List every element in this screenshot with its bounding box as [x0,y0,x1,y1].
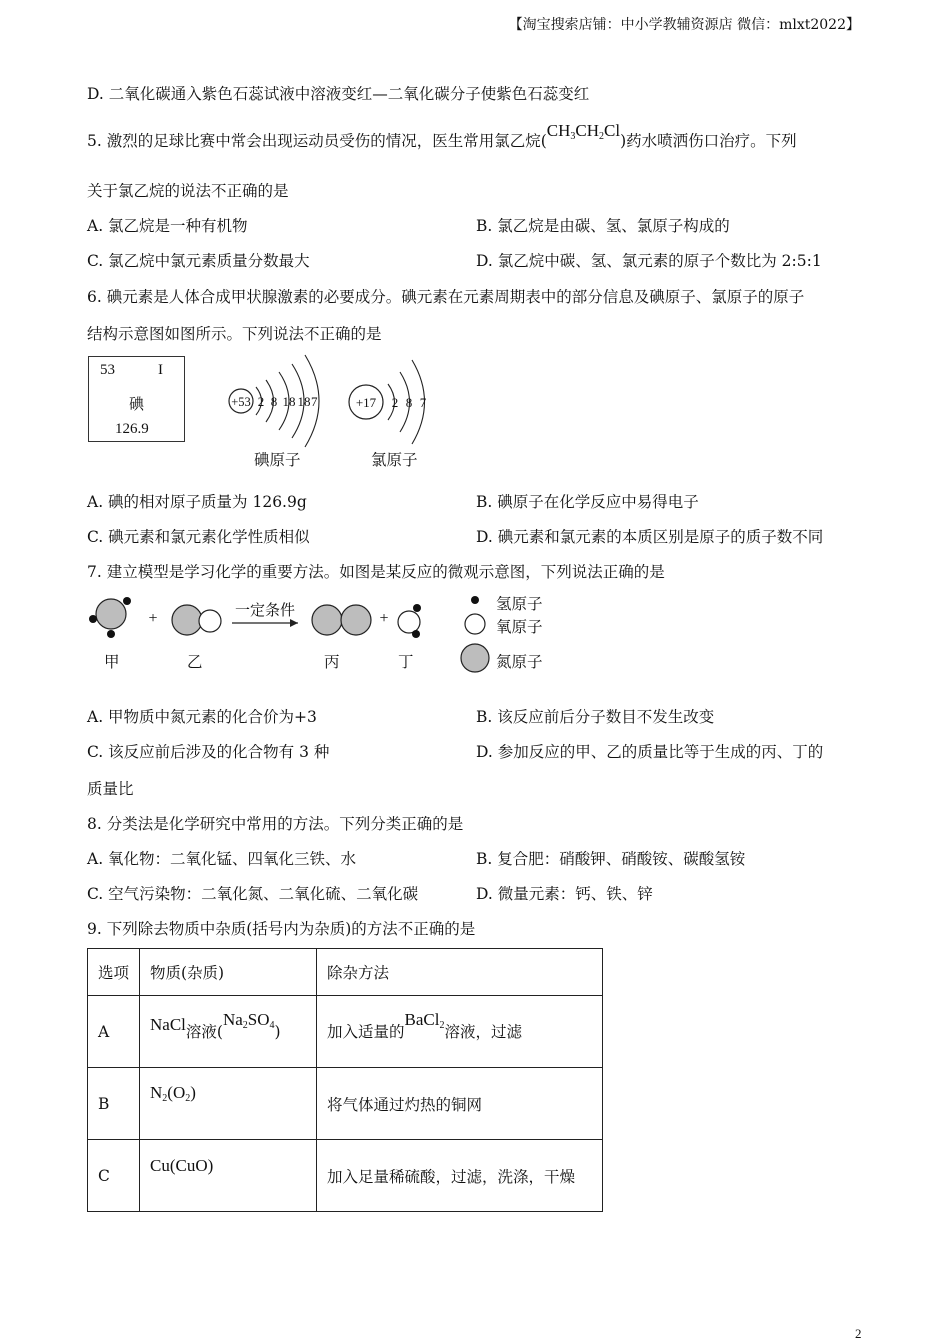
header-method: 除杂方法 [317,949,603,996]
iodine-shell-1: 2 [257,394,265,409]
plus-sign-1: + [148,610,158,627]
molecule-bing [312,605,371,635]
q6-option-a: A. 碘的相对原子质量为 126.9g [87,493,307,511]
reaction-condition: 一定条件 [235,601,296,619]
chlorine-shell-3: 7 [419,395,427,410]
table-row [88,1140,603,1212]
q8-option-b: B. 复合肥：硝酸钾、硝酸铵、碳酸氢铵 [476,850,746,868]
q7-option-b: B. 该反应前后分子数目不发生改变 [476,708,715,726]
atom-legend-symbols [456,590,496,675]
q7-option-d-cont: 质量比 [87,780,134,798]
reaction-arrow [232,619,298,627]
q6-stem-line1: 6. 碘元素是人体合成甲状腺激素的必要成分。碘元素在元素周期表中的部分信息及碘原子、氯原子的原子 [87,288,805,306]
iodine-nucleus-charge: +53 [231,395,251,409]
page-number: 2 [855,1326,862,1341]
q5-stem-a: 5. 激烈的足球比赛中常会出现运动员受伤的情况，医生常用氯乙烷( [87,132,547,150]
q5-option-a: A. 氯乙烷是一种有机物 [87,217,248,235]
legend-hydrogen-symbol [471,596,479,604]
q5-stem-line1 [87,121,797,152]
iodine-shell-2: 8 [270,394,278,409]
q5-stem-b: )药水喷洒伤口治疗。下列 [620,132,797,150]
atom-structure-diagrams [220,350,450,450]
element-mass: 126.9 [115,421,149,437]
chlorine-atom-label: 氯原子 [371,451,418,469]
q5-option-d: D. 氯乙烷中碳、氢、氯元素的原子个数比为 2:5:1 [476,252,822,270]
q8-option-c: C. 空气污染物：二氧化氮、二氧化硫、二氧化碳 [87,885,419,903]
q7-option-c: C. 该反应前后涉及的化合物有 3 种 [87,743,330,761]
element-name: 碘 [129,395,145,413]
q5-option-b: B. 氯乙烷是由碳、氢、氯原子构成的 [476,217,730,235]
q7-option-d: D. 参加反应的甲、乙的质量比等于生成的丙、丁的 [476,743,824,761]
row-c-substance: Cu(CuO) [140,1140,317,1212]
label-bing: 丙 [324,653,340,671]
chlorine-nucleus-charge: +17 [355,395,377,410]
plus-sign-2: + [379,610,389,627]
table-row [88,1068,603,1140]
legend-nitrogen-symbol [461,644,489,672]
q5-option-c: C. 氯乙烷中氯元素质量分数最大 [87,252,310,270]
iodine-shell-5: 7 [311,394,318,409]
header-substance: 物质(杂质) [140,949,317,996]
iodine-shell-4: 18 [297,394,311,409]
q7-stem: 7. 建立模型是学习化学的重要方法。如图是某反应的微观示意图，下列说法正确的是 [87,563,665,581]
q8-stem: 8. 分类法是化学研究中常用的方法。下列分类正确的是 [87,815,464,833]
row-a-method: 加入适量的BaCl$_2$溶液，过滤 [317,996,603,1068]
row-b-method: 将气体通过灼热的铜网 [317,1068,603,1140]
label-yi: 乙 [187,653,203,671]
q4-option-d: D. 二氧化碳通入紫色石蕊试液中溶液变红—二氧化碳分子使紫色石蕊变红 [87,85,590,103]
element-symbol: I [158,362,163,378]
q8-option-d: D. 微量元素：钙、铁、锌 [476,885,653,903]
q9-stem: 9. 下列除去物质中杂质(括号内为杂质)的方法不正确的是 [87,920,476,938]
molecule-ding [398,604,421,638]
row-c-method: 加入足量稀硫酸，过滤，洗涤，干燥 [317,1140,603,1212]
molecule-yi [172,605,221,635]
label-ding: 丁 [398,653,414,671]
row-b-option: B [88,1068,140,1140]
q6-stem-line2: 结构示意图如图所示。下列说法不正确的是 [87,325,382,343]
legend-oxygen-symbol [465,614,485,634]
q9-table [87,948,603,1212]
legend-hydrogen: 氢原子 [496,595,543,613]
row-c-option: C [88,1140,140,1212]
iodine-atom-label: 碘原子 [254,451,301,469]
row-a-option: A [88,996,140,1068]
element-atomic-number: 53 [100,362,115,378]
q6-option-b: B. 碘原子在化学反应中易得电子 [476,493,699,511]
row-b-substance: $N_2(O_2)$ [140,1068,317,1140]
iodine-shell-3: 18 [282,394,296,409]
header-watermark: 【淘宝搜索店铺：中小学教辅资源店 微信：mlxt2022】 [508,17,860,33]
chlorine-shell-1: 2 [391,395,399,410]
q6-option-d: D. 碘元素和氯元素的本质区别是原子的质子数不同 [476,528,824,546]
q6-option-c: C. 碘元素和氯元素化学性质相似 [87,528,310,546]
header-option: 选项 [88,949,140,996]
q8-option-a: A. 氧化物：二氧化锰、四氧化三铁、水 [87,850,357,868]
row-a-substance: NaCl溶液$(Na_2SO_4)$ [140,996,317,1068]
molecule-jia [89,597,131,638]
label-jia: 甲 [104,653,120,671]
table-row [88,996,603,1068]
q7-option-a: A. 甲物质中氮元素的化合价为+3 [87,708,317,726]
q5-stem-line2: 关于氯乙烷的说法不正确的是 [87,182,289,200]
q5-formula: $CH_3CH_2Cl$ [546,121,621,142]
table-header-row [88,949,603,996]
legend-nitrogen: 氮原子 [496,653,543,671]
chlorine-shell-2: 8 [405,395,413,410]
legend-oxygen: 氧原子 [496,618,543,636]
